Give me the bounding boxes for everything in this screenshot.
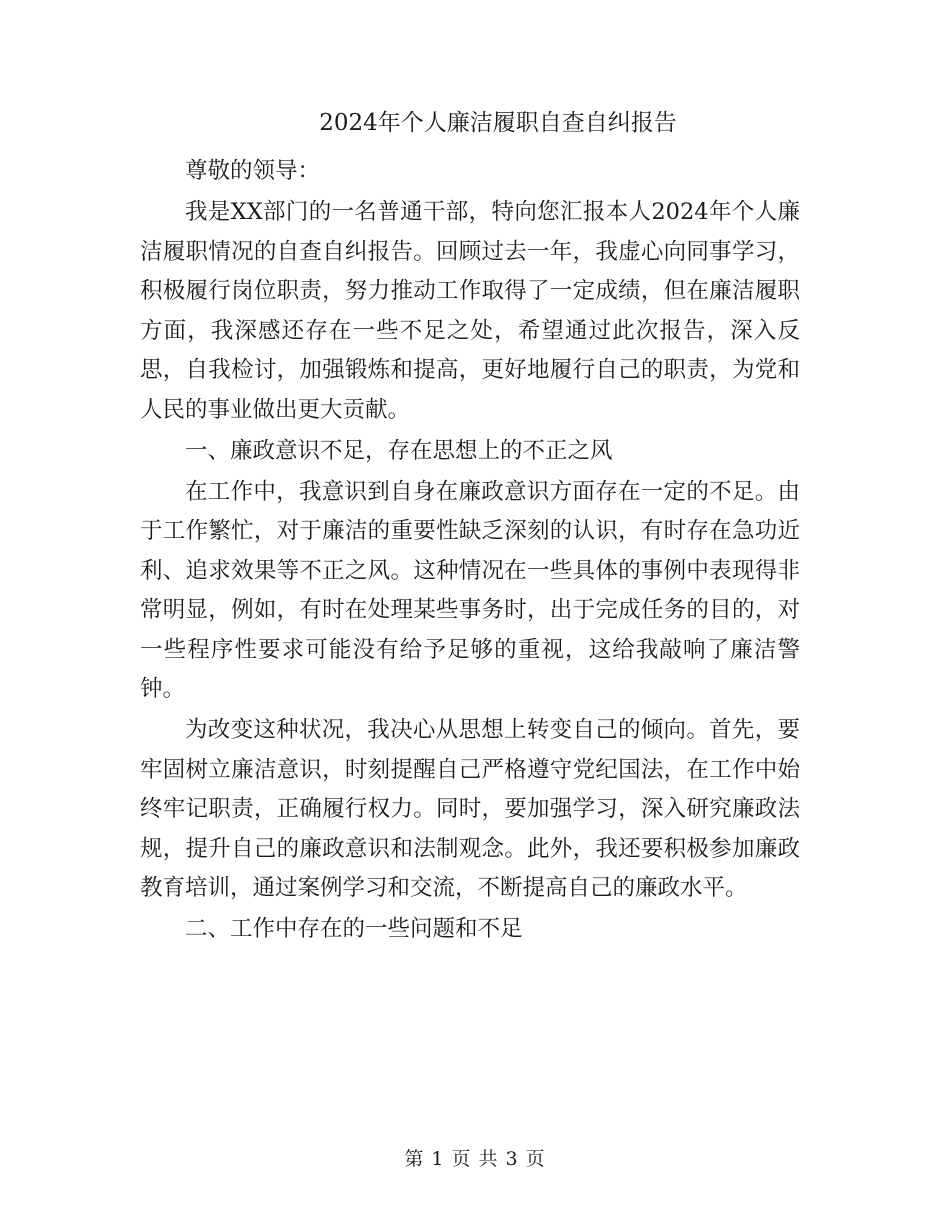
paragraph-section1-remedy: 为改变这种状况，我决心从思想上转变自己的倾向。首先，要牢固树立廉洁意识，时刻提醒自己严格遵守党纪国法，在工作中始终牢记职责，正确履行权力。同时，要加强学习，深入研究廉政法规，提升自己的廉政意识和法制观念。此外，我还要积极参加廉政教育培训，通过案例学习和交流，不断提高自己的廉政水平。 [140,717,800,901]
paragraph-section1-problem: 在工作中，我意识到自身在廉政意识方面存在一定的不足。由于工作繁忙，对于廉洁的重要性缺乏深刻的认识，有时存在急功近利、追求效果等不正之风。这种情况在一些具体的事例中表现得非常明显，例如，有时在处理某些事务时，出于完成任务的目的，对一些程序性要求可能没有给予足够的重视，这给我敲响了廉洁警钟。 [140,478,800,702]
salutation: 尊敬的领导： [185,158,321,184]
section-heading-1: 一、廉政意识不足，存在思想上的不正之风 [185,437,613,464]
document-title: 2024年个人廉洁履职自查自纠报告 [319,110,677,136]
page-indicator: 第 1 页 共 3 页 [404,1148,546,1170]
document-body [140,152,800,951]
section-heading-2: 二、工作中存在的一些问题和不足 [185,916,523,942]
paragraph-intro: 我是XX部门的一名普通干部，特向您汇报本人2024年个人廉洁履职情况的自查自纠报告。回顾过去一年，我虚心向同事学习，积极履行岗位职责，努力推动工作取得了一定成绩，但在廉洁履职方面，我深感还存在一些不足之处，希望通过此次报告，深入反思，自我检讨，加强锻炼和提高，更好地履行自己的职责，为党和人民的事业做出更大贡献。 [140,199,800,423]
